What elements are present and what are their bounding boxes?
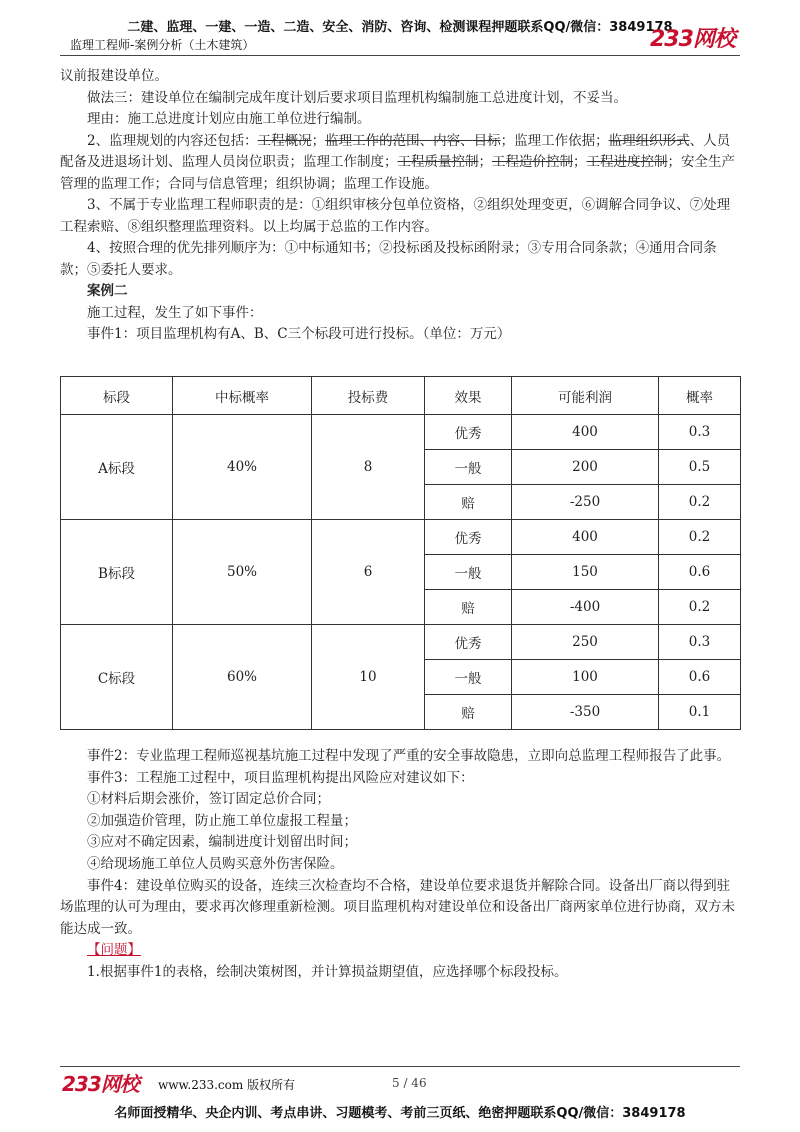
- text-span: 2、监理规划的内容还包括：: [87, 132, 258, 149]
- col-header-effect: 效果: [425, 377, 512, 415]
- question-item: 1.根据事件1的表格，绘制决策树图，并计算损益期望值，应选择哪个标段投标。: [87, 963, 568, 980]
- cell-probability: 0.1: [659, 695, 741, 730]
- cell-effect: 一般: [425, 555, 512, 590]
- text-span: ；: [573, 154, 587, 170]
- cell-probability: 0.2: [659, 590, 741, 625]
- paragraph: 议前报建设单位。: [60, 68, 168, 84]
- document-subtitle: 监理工程师-案例分析（土木建筑）: [70, 38, 255, 52]
- question-heading-label: 【问题】: [87, 942, 141, 959]
- copyright-text: www.233.com 版权所有: [158, 1078, 296, 1092]
- table-row: [61, 415, 741, 450]
- bid-section-table: [60, 376, 741, 730]
- cell-section: C标段: [61, 625, 173, 730]
- col-header-section: 标段: [61, 377, 173, 415]
- cell-profit: 250: [512, 625, 659, 660]
- cell-effect: 赔: [425, 485, 512, 520]
- paragraph: 施工过程，发生了如下事件：: [87, 304, 263, 321]
- table-row: [61, 625, 741, 660]
- logo-text: 233网校: [650, 27, 735, 52]
- case-heading: 案例二: [87, 283, 128, 299]
- footer-divider: [60, 1066, 740, 1067]
- footer-logo[interactable]: [62, 1068, 139, 1097]
- cell-profit: 400: [512, 520, 659, 555]
- footer-logo-text: 233网校: [62, 1072, 139, 1096]
- table-header-row: [61, 377, 741, 415]
- brand-logo[interactable]: [650, 22, 735, 53]
- struck-text: 工程质量控制: [397, 154, 479, 170]
- list-item: ②加强造价管理，防止施工单位虚报工程量；: [87, 812, 357, 829]
- struck-text: 工程概况: [257, 132, 312, 149]
- cell-section: A标段: [61, 415, 173, 520]
- events-section: [60, 746, 740, 984]
- text-span: ；: [311, 132, 326, 149]
- paragraph: 3、不属于专业监理工程师职责的是：①组织审核分包单位资格，②组织处理变更，⑥调解合同争议、⑦处理工程索赔、⑧组织整理监理资料。以上均属于总监的工作内容。: [60, 197, 731, 235]
- col-header-win-probability: 中标概率: [173, 377, 312, 415]
- cell-bid-fee: 10: [312, 625, 425, 730]
- cell-probability: 0.5: [659, 450, 741, 485]
- cell-bid-fee: 8: [312, 415, 425, 520]
- cell-win-probability: 40%: [173, 415, 312, 520]
- cell-profit: -350: [512, 695, 659, 730]
- cell-effect: 优秀: [425, 520, 512, 555]
- text-span: 、人员配备及进退场计划、监理人员岗位职责；监理工作制度；: [60, 132, 731, 170]
- col-header-probability: 概率: [659, 377, 741, 415]
- cell-profit: 150: [512, 555, 659, 590]
- cell-profit: 400: [512, 415, 659, 450]
- page-number: 5 / 46: [392, 1076, 427, 1090]
- cell-probability: 0.3: [659, 415, 741, 450]
- cell-effect: 优秀: [425, 625, 512, 660]
- list-item: ④给现场施工单位人员购买意外伤害保险。: [87, 855, 344, 872]
- cell-profit: -400: [512, 590, 659, 625]
- cell-probability: 0.6: [659, 555, 741, 590]
- cell-section: B标段: [61, 520, 173, 625]
- cell-probability: 0.2: [659, 520, 741, 555]
- paragraph: 事件3：工程施工过程中，项目监理机构提出风险应对建议如下：: [87, 769, 474, 786]
- cell-profit: -250: [512, 485, 659, 520]
- cell-profit: 100: [512, 660, 659, 695]
- cell-probability: 0.3: [659, 625, 741, 660]
- text-span: ；安全生产管理的监理工作；合同与信息管理；组织协调；监理工作设施。: [60, 154, 735, 192]
- col-header-profit: 可能利润: [512, 377, 659, 415]
- paragraph: 事件1：项目监理机构有A、B、C三个标段可进行投标。（单位：万元）: [87, 326, 511, 342]
- cell-effect: 赔: [425, 590, 512, 625]
- paragraph: 事件2：专业监理工程师巡视基坑施工过程中发现了严重的安全事故隐患，立即向总监理工程师报告了此事。: [87, 748, 731, 764]
- struck-text: 工程造价控制: [492, 154, 573, 170]
- header-ad-banner: 二建、监理、一建、一造、二造、安全、消防、咨询、检测课程押题联系QQ/微信：3849178: [127, 20, 673, 35]
- cell-probability: 0.2: [659, 485, 741, 520]
- text-span: ；: [478, 154, 492, 170]
- paragraph-supervision-plan: [60, 131, 740, 196]
- text-span: ；监理工作依据；: [500, 132, 609, 149]
- list-item: ③应对不确定因素，编制进度计划留出时间；: [87, 834, 357, 851]
- cell-probability: 0.6: [659, 660, 741, 695]
- header-divider: [60, 55, 740, 56]
- struck-text: 监理工作的范围、内容、目标: [325, 132, 501, 149]
- paragraph: 4、按照合理的优先排列顺序为：①中标通知书；②投标函及投标函附录；③专用合同条款；④通用合同条款；⑤委托人要求。: [60, 240, 717, 278]
- col-header-bid-fee: 投标费: [312, 377, 425, 415]
- cell-effect: 优秀: [425, 415, 512, 450]
- answer-section: [60, 66, 740, 346]
- paragraph: 理由：施工总进度计划应由施工单位进行编制。: [87, 111, 371, 127]
- cell-win-probability: 50%: [173, 520, 312, 625]
- paragraph: 做法三：建设单位在编制完成年度计划后要求项目监理机构编制施工总进度计划，不妥当。: [87, 89, 627, 106]
- table-row: [61, 520, 741, 555]
- paragraph: 事件4：建设单位购买的设备，连续三次检查均不合格，建设单位要求退货并解除合同。设备出厂商以得到驻场监理的认可为理由，要求再次修理重新检测。项目监理机构对建设单位和设备出厂商两家单位进行协商，双方未能达成一致。: [60, 877, 735, 937]
- cell-effect: 一般: [425, 450, 512, 485]
- footer-ad-banner: 名师面授精华、央企内训、考点串讲、习题模考、考前三页纸、绝密押题联系QQ/微信：3849178: [114, 1106, 686, 1121]
- cell-effect: 赔: [425, 695, 512, 730]
- list-item: ①材料后期会涨价，签订固定总价合同；: [87, 791, 330, 808]
- cell-bid-fee: 6: [312, 520, 425, 625]
- cell-effect: 一般: [425, 660, 512, 695]
- struck-text: 工程进度控制: [586, 154, 668, 170]
- cell-profit: 200: [512, 450, 659, 485]
- cell-win-probability: 60%: [173, 625, 312, 730]
- question-heading: [60, 940, 740, 962]
- struck-text: 监理组织形式: [608, 132, 690, 149]
